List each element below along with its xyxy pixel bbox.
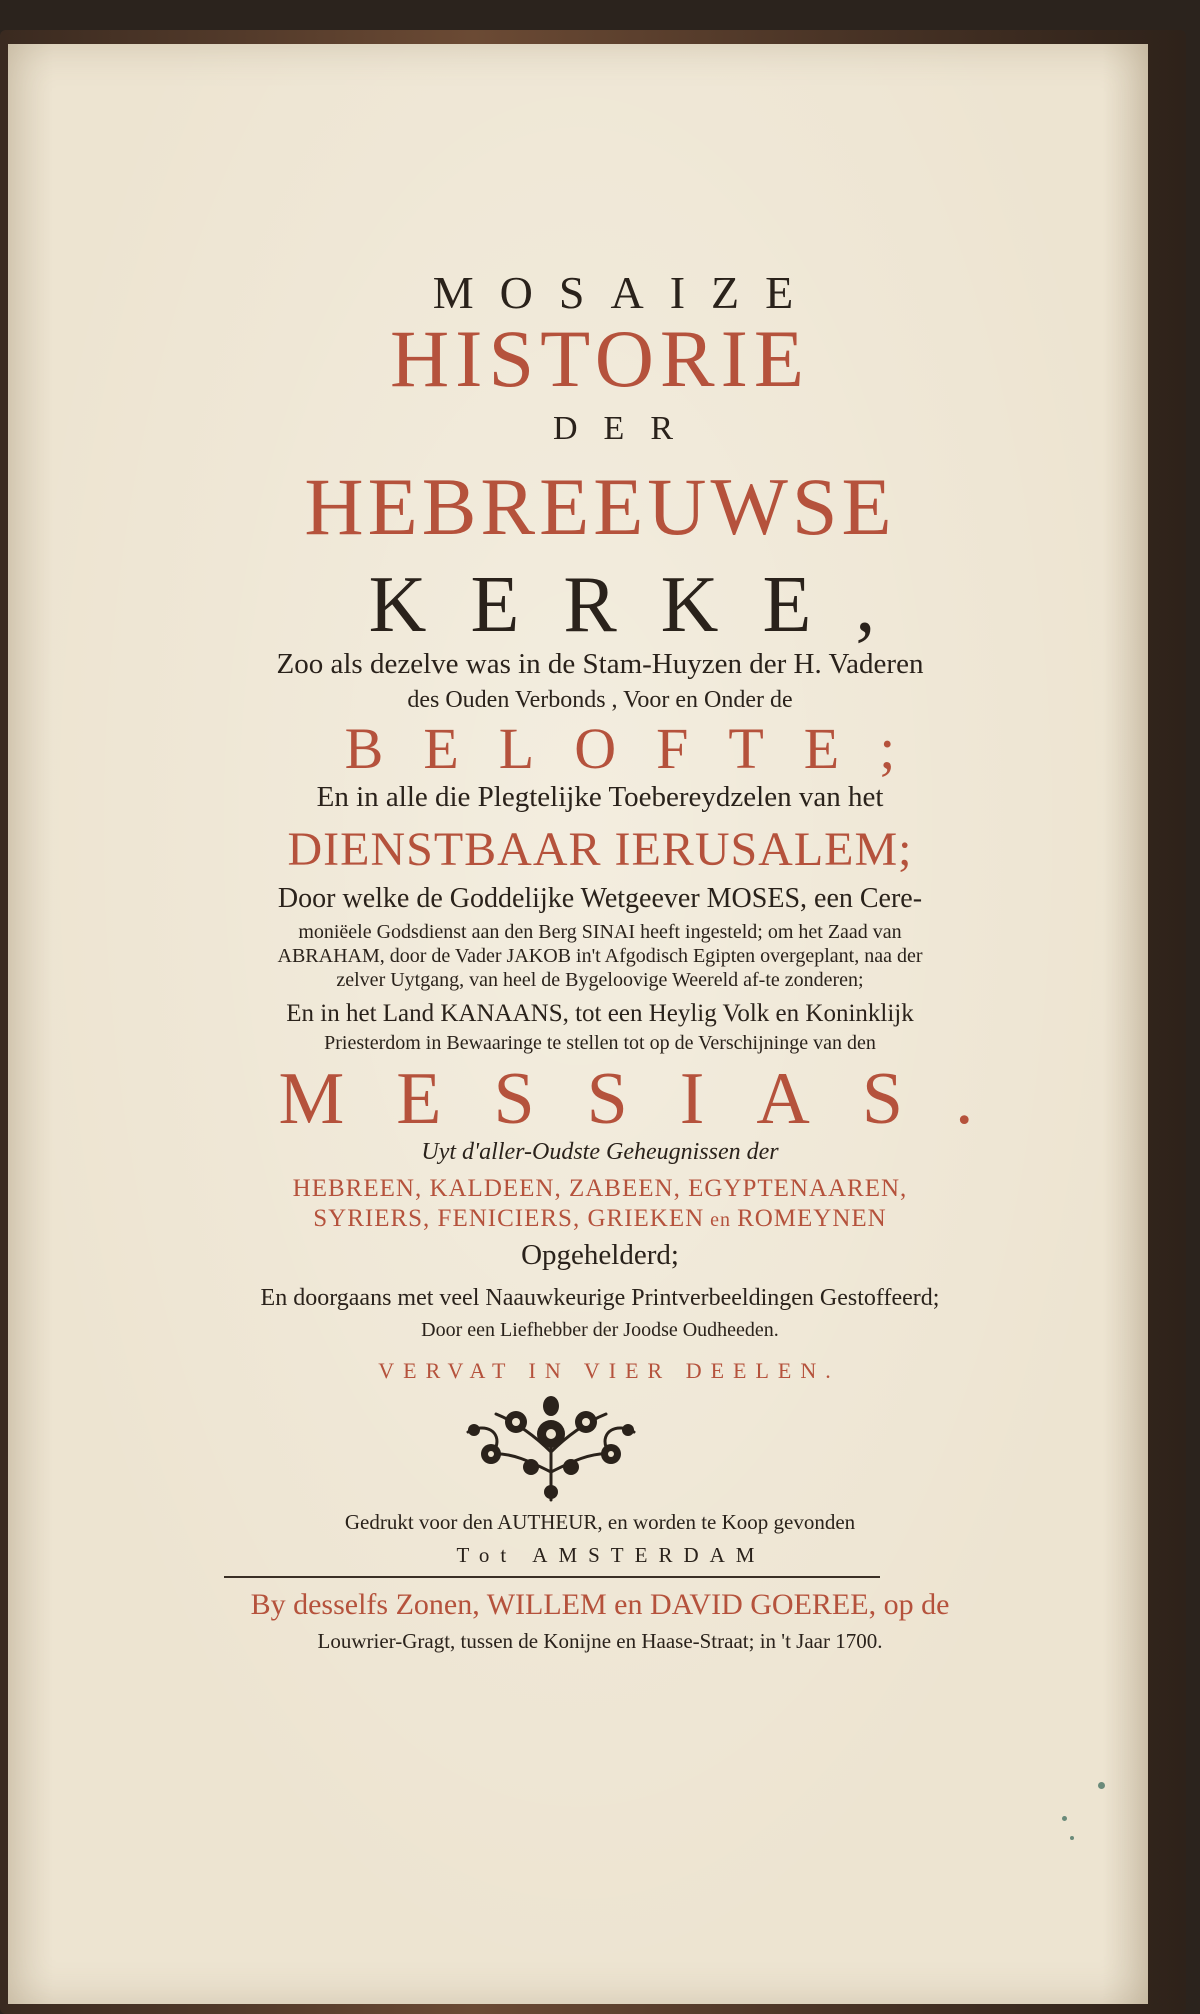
volumes-note: VERVAT IN VIER DEELEN. xyxy=(378,1358,840,1383)
subtitle-line-ouden: des Ouden Verbonds , Voor en Onder de xyxy=(407,687,793,713)
paper-speck xyxy=(1070,1836,1074,1840)
floral-ornament-icon xyxy=(456,1392,646,1508)
peoples-line-2-en: en xyxy=(704,1209,738,1231)
subtitle-line-plegt: En in alle die Plegtelijke Toebereydzelen van het xyxy=(316,781,884,813)
title-kerke: KERKE, xyxy=(368,561,920,649)
peoples-line-2-b: ROMEYNEN xyxy=(737,1205,887,1232)
subtitle-uyt: Uyt d'aller-Oudste Geheugnissen der xyxy=(421,1139,779,1165)
kanaan-line-1: En in het Land KANAANS, tot een Heylig Volk en Koninklijk xyxy=(286,1000,914,1027)
paragraph-line-3: ABRAHAM, door de Vader JAKOB in't Afgodisch Egipten overgeplant, naa der xyxy=(277,945,923,967)
kanaan-line-2: Priesterdom in Bewaaringe te stellen tot op de Verschijninge van den xyxy=(324,1032,876,1054)
subtitle-liefhebber: Door een Liefhebber der Joodse Oudheeden. xyxy=(421,1319,779,1341)
imprint-gedrukt: Gedrukt voor den AUTHEUR, en worden te Koop gevonden xyxy=(344,1510,856,1534)
paragraph-line-2: moniëele Godsdienst aan den Berg SINAI heeft ingesteld; om het Zaad van xyxy=(298,921,902,943)
peoples-line-2 xyxy=(0,1206,1200,1231)
imprint-publisher: By desselfs Zonen, WILLEM en DAVID GOEREE, op de xyxy=(250,1588,950,1621)
paragraph-line-4: zelver Uytgang, van heel de Bygeloovige Weereld af-te zonderen; xyxy=(336,969,864,991)
paragraph-line-1: Door welke de Goddelijke Wetgeever MOSES, een Cere- xyxy=(277,883,923,914)
imprint-rule xyxy=(224,1576,880,1578)
title-messias: MESSIAS. xyxy=(278,1058,1026,1140)
peoples-line-2-a: SYRIERS, FENICIERS, GRIEKEN xyxy=(313,1205,705,1232)
imprint-tot-amsterdam: Tot AMSTERDAM xyxy=(456,1543,766,1567)
title-dienstbaar: DIENSTBAAR IERUSALEM; xyxy=(287,823,913,876)
title-der: DER xyxy=(553,410,699,447)
paper-speck xyxy=(1062,1816,1067,1821)
title-mosaize: MOSAIZE xyxy=(432,267,820,318)
subtitle-line-zoo: Zoo als dezelve was in de Stam-Huyzen der H. Vaderen xyxy=(276,648,924,680)
title-hebreeuwse: HEBREEUWSE xyxy=(304,461,896,552)
paper-speck xyxy=(1098,1782,1105,1789)
imprint-address-year: Louwrier-Gragt, tussen de Konijne en Haase-Straat; in 't Jaar 1700. xyxy=(317,1629,883,1653)
subtitle-opgehelderd: Opgehelderd; xyxy=(521,1239,679,1271)
peoples-line-1: HEBREEN, KALDEEN, ZABEEN, EGYPTENAAREN, xyxy=(292,1175,908,1202)
title-historie: HISTORIE xyxy=(389,313,811,404)
title-belofte: BELOFTE; xyxy=(344,716,936,781)
subtitle-doorgaans: En doorgaans met veel Naauwkeurige Printverbeeldingen Gestoffeerd; xyxy=(260,1285,940,1311)
